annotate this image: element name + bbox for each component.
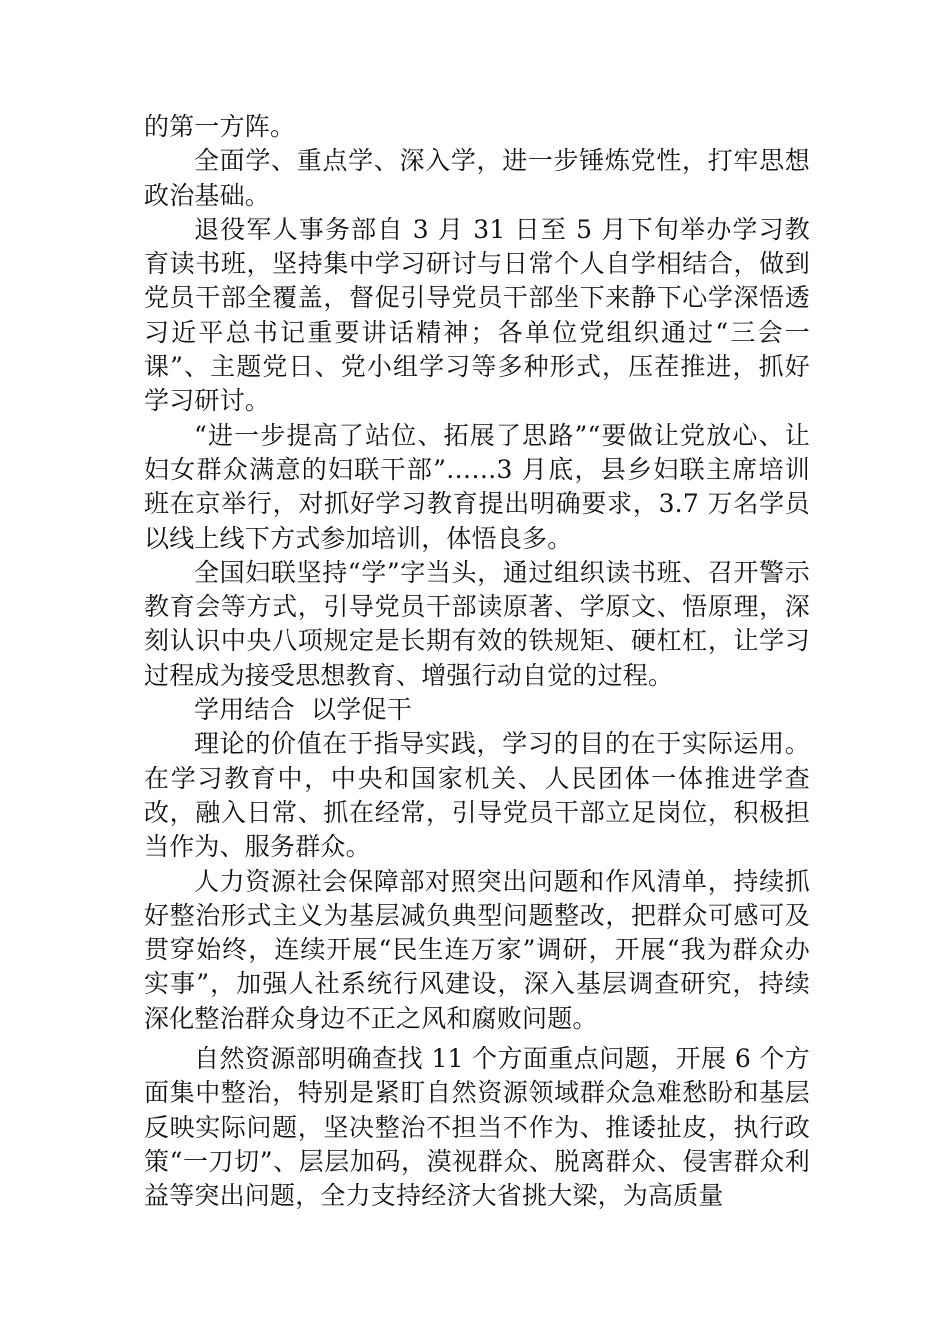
paragraph-natural-resources: 自然资源部明确查找 11 个方面重点问题，开展 6 个方面集中整治，特别是紧盯自然资源领域群众急难愁盼和基层反映实际问题，坚决整治不担当不作为、推诿扯皮，执行政策“一刀切”、层层加码，漠视群众、脱离群众、侵害群众利益等突出问题，全力支持经济大省挑大梁，为高质量 [144,1044,810,1211]
section-heading: 学用结合 以学促干 [194,695,412,725]
paragraph-continued: 的第一方阵。 [144,112,296,141]
paragraph-theory-practice: 理论的价值在于指导实践，学习的目的在于实际运用。在学习教育中，中央和国家机关、人民团体一体推进学查改，融入日常、抓在经常，引导党员干部立足岗位，积极担当作为、服务群众。 [144,729,810,862]
paragraph-human-resources: 人力资源社会保障部对照突出问题和作风清单，持续抓好整治形式主义为基层减负典型问题整改，把群众可感可及贯穿始终，连续开展“民生连万家”调研，开展“我为群众办实事”，加强人社系统行风建设，深入基层调查研究，持续深化整治群众身边不正之风和腐败问题。 [144,866,810,1033]
paragraph-womens-federation-training: “进一步提高了站位、拓展了思路”“要做让党放心、让妇女群众满意的妇联干部”……3 月底，县乡妇联主席培训班在京举行，对抓好学习教育提出明确要求，3.7 万名学员以线上线下方式参加培训，体悟良多。 [144,420,810,553]
document-body [144,110,810,1214]
paragraph-heading-study: 全面学、重点学、深入学，进一步锤炼党性，打牢思想政治基础。 [144,146,810,210]
paragraph-womens-federation-study: 全国妇联坚持“学”字当头，通过组织读书班、召开警示教育会等方式，引导党员干部读原著、学原文、悟原理，深刻认识中央八项规定是长期有效的铁规矩、硬杠杠，让学习过程成为接受思想教育、增强行动自觉的过程。 [144,557,810,690]
paragraph-veterans-affairs: 退役军人事务部自 3 月 31 日至 5 月下旬举办学习教育读书班，坚持集中学习研讨与日常个人自学相结合，做到党员干部全覆盖，督促引导党员干部坐下来静下心学深悟透习近平总书记重要讲话精神；各单位党组织通过“三会一课”、主题党日、党小组学习等多种形式，压茬推进，抓好学习研讨。 [144,214,810,416]
